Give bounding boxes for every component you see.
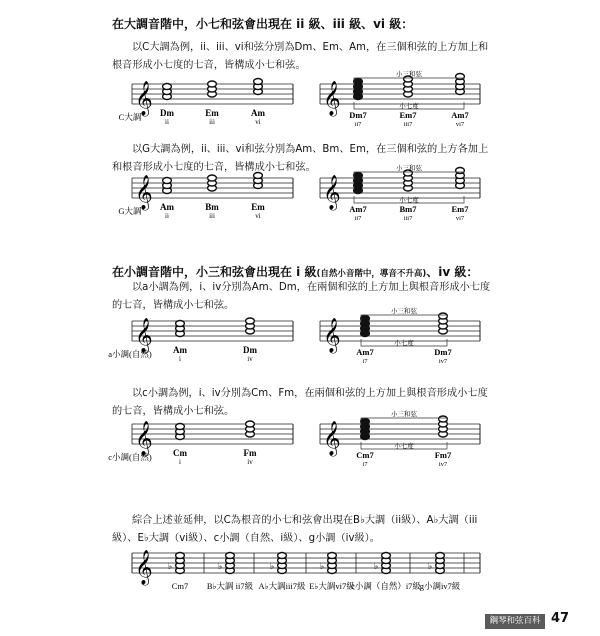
bracket-label-triad: 小三和弦	[391, 411, 417, 418]
staff-c-major	[110, 71, 490, 138]
chord-name: Dm7	[434, 347, 452, 357]
chord-name: Am	[173, 345, 187, 355]
note-head	[254, 173, 263, 179]
degree-label: iv	[247, 458, 253, 466]
degree-label: iii7	[403, 215, 413, 222]
note-head	[456, 168, 465, 174]
note-head	[163, 84, 172, 90]
degree-label: iii7	[403, 121, 413, 128]
chord-name: Cm	[173, 448, 187, 458]
summary-label: g小調iv7級	[419, 581, 461, 591]
degree-label: iii	[209, 212, 215, 220]
bracket-label-seventh: 小七度	[399, 197, 419, 204]
note-head	[354, 173, 363, 179]
degree-label: iii	[209, 118, 215, 126]
book-title-badge: 鋼琴和弦百科	[485, 614, 545, 629]
chord-name: Em	[205, 108, 219, 118]
bracket-label-triad: 小三和弦	[391, 308, 417, 315]
note-head	[246, 421, 255, 427]
treble-clef-icon: 𝄞	[323, 176, 341, 209]
degree-label: ii7	[354, 215, 362, 222]
degree-label: vi7	[455, 215, 465, 222]
chord-name: Em	[251, 202, 265, 212]
flat-icon: ♭	[270, 561, 275, 571]
note-head	[176, 553, 185, 559]
note-head	[246, 318, 255, 324]
note-head	[176, 424, 185, 430]
chord-name: Em7	[399, 110, 417, 120]
chord-name: Cm7	[356, 450, 374, 460]
chord-name: Fm7	[434, 450, 452, 460]
chord-name: Am7	[349, 204, 367, 214]
degree-label: vi	[255, 212, 261, 220]
summary-label: A♭大調iii7級	[258, 581, 306, 591]
degree-label: i	[179, 458, 181, 466]
note-head	[456, 74, 465, 80]
triad-bracket	[361, 315, 447, 323]
degree-label: i	[179, 355, 181, 363]
paragraph-a-minor: 以a小調為例，i、iv分別為Am、Dm，在兩個和弦的上方加上與根音形成小七度的七音，皆構成小七和弦。	[112, 282, 491, 311]
degree-label: i7	[362, 358, 368, 365]
note-head	[361, 316, 370, 322]
note-head	[208, 81, 217, 87]
degree-label: ii	[165, 118, 169, 126]
summary-label: B♭大調 ii7級	[206, 581, 254, 591]
page-number: 47	[551, 611, 570, 626]
note-head	[278, 553, 287, 559]
paragraph-summary: 綜合上述並延伸，以C為根音的小七和弦會出現在B♭大調（ii級）、A♭大調（iii級）、E♭大調（vi級）、c小調（自然、i級）、g小調（iv級）。	[112, 515, 478, 544]
key-label: a小調(自然)	[108, 349, 152, 359]
note-head	[382, 553, 391, 559]
flat-icon: ♭	[218, 561, 223, 571]
treble-clef-icon: 𝄞	[323, 82, 341, 115]
section-heading-major: 在大調音階中，小七和弦會出現在 ii 級、iii 級、vi 級：	[112, 17, 414, 31]
chord-name: Am7	[356, 347, 374, 357]
degree-label: iv7	[438, 461, 448, 468]
chord-name: Em7	[451, 204, 469, 214]
note-head	[226, 553, 235, 559]
heading-main: 在小調音階中，小三和弦會出現在 i 級	[112, 265, 317, 279]
flat-icon: ♭	[320, 561, 325, 571]
degree-label: i7	[362, 461, 368, 468]
paragraph-c-major: 以C大調為例，ii、iii、vi和弦分別為Dm、Em、Am，在三個和弦的上方加上和根音形成小七度的七音，皆構成小七和弦。	[112, 42, 489, 71]
key-label: c小調(自然)	[108, 452, 152, 462]
staff-a-minor	[108, 308, 490, 375]
chord-name: Dm	[160, 108, 174, 118]
paragraph-g-major: 以G大調為例，ii、iii、vi和弦分別為Am、Bm、Em，在三個和弦的上方各加上和根音形成小七度的七音，皆構成小七和弦。	[112, 144, 489, 173]
summary-label: Cm7	[171, 581, 189, 591]
note-head	[176, 321, 185, 327]
flat-icon: ♭	[168, 561, 173, 571]
note-head	[439, 313, 448, 319]
note-head	[439, 416, 448, 422]
degree-label: vi	[255, 118, 261, 126]
flat-icon: ♭	[428, 561, 433, 571]
note-head	[354, 79, 363, 85]
note-head	[163, 178, 172, 184]
section-heading-minor	[112, 263, 478, 280]
note-head	[254, 79, 263, 85]
note-head	[361, 419, 370, 425]
treble-clef-icon: 𝄞	[135, 176, 153, 209]
chord-name: Dm	[243, 345, 257, 355]
summary-label: c小調（自然）i7級	[351, 581, 421, 591]
triad-bracket	[361, 418, 447, 426]
chord-name: Fm	[243, 448, 257, 458]
note-head	[436, 553, 445, 559]
key-label: C大調	[118, 112, 142, 122]
chord-name: Am7	[451, 110, 469, 120]
chord-name: Am	[251, 108, 265, 118]
degree-label: ii	[165, 212, 169, 220]
summary-label: E♭大調vi7級	[309, 581, 355, 591]
bracket-label-seventh: 小七度	[394, 340, 414, 347]
bracket-label-seventh: 小七度	[394, 443, 414, 450]
heading-tail: 、iv 級：	[426, 265, 479, 279]
degree-label: iv7	[438, 358, 448, 365]
staff-summary	[110, 547, 490, 597]
degree-label: vi7	[455, 121, 465, 128]
paragraph-c-minor: 以c小調為例，i、iv分別為Cm、Fm，在兩個和弦的上方加上與根音形成小七度的七音，皆構成小七和弦。	[112, 388, 488, 417]
note-head	[328, 553, 337, 559]
key-label: G大調	[118, 206, 142, 216]
treble-clef-icon: 𝄞	[135, 422, 153, 455]
degree-label: ii7	[354, 121, 362, 128]
chord-name: Bm	[205, 202, 219, 212]
treble-clef-icon: 𝄞	[135, 551, 153, 584]
chord-name: Dm7	[349, 110, 367, 120]
treble-clef-icon: 𝄞	[323, 319, 341, 352]
chord-name: Am	[160, 202, 174, 212]
staff-g-major	[110, 165, 490, 232]
bracket-label-triad: 小三和弦	[396, 165, 422, 172]
staff-c-minor	[108, 411, 490, 478]
flat-icon: ♭	[374, 561, 379, 571]
heading-note: (自然小音階中，導音不升高)	[316, 269, 427, 279]
degree-label: iv	[247, 355, 253, 363]
treble-clef-icon: 𝄞	[323, 422, 341, 455]
bracket-label-seventh: 小七度	[399, 103, 419, 110]
chord-name: Bm7	[399, 204, 417, 214]
treble-clef-icon: 𝄞	[135, 319, 153, 352]
bracket-label-triad: 小三和弦	[396, 71, 422, 78]
note-head	[208, 175, 217, 181]
treble-clef-icon: 𝄞	[135, 82, 153, 115]
